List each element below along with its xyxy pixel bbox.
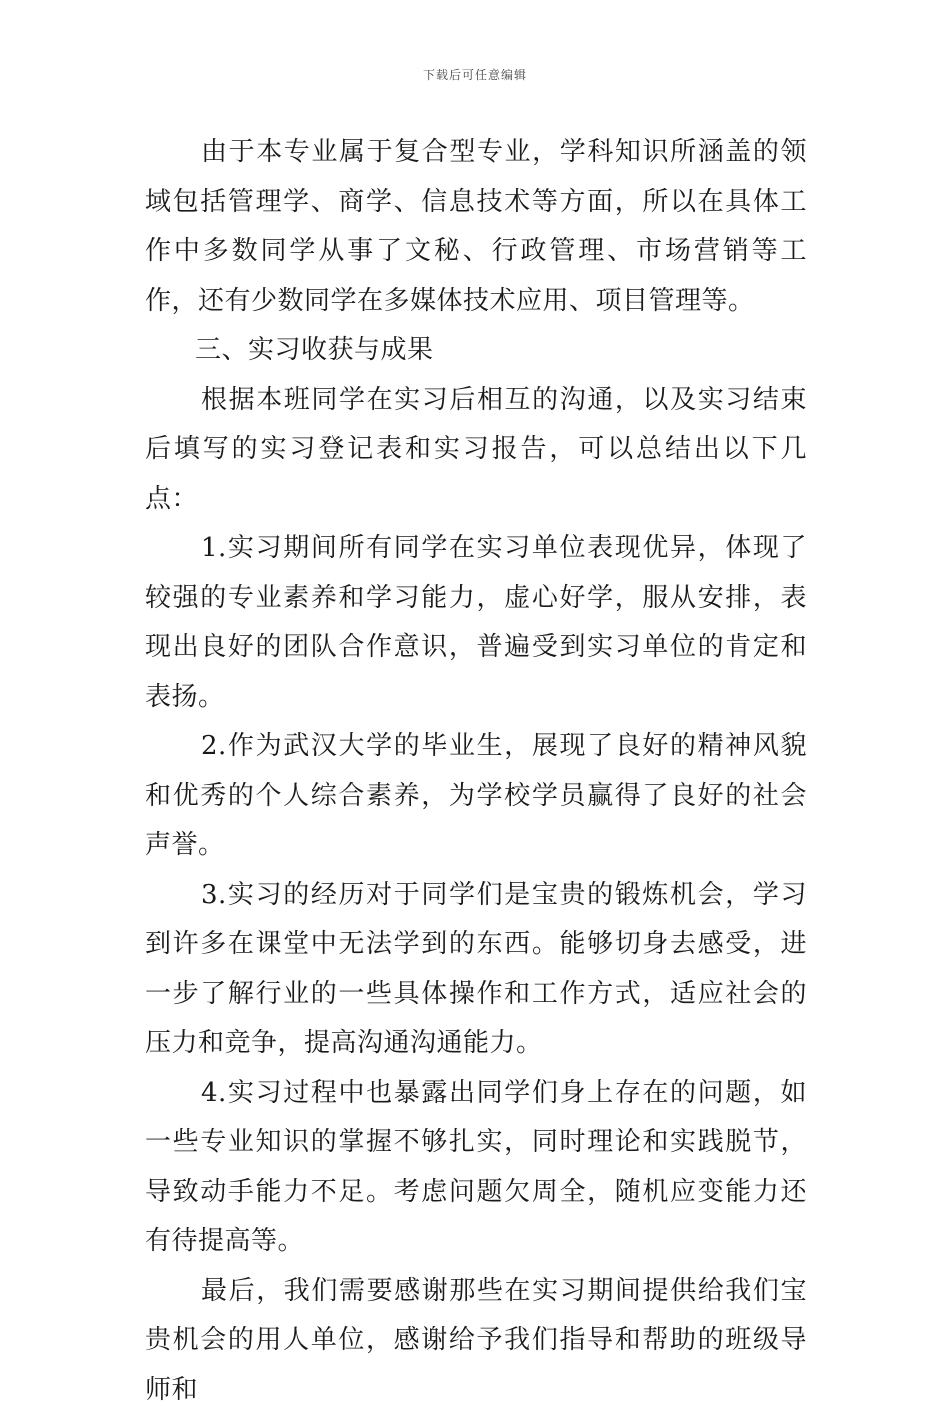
section-heading-internship-results: 三、实习收获与成果	[145, 326, 807, 376]
paragraph-point-2: 2.作为武汉大学的毕业生，展现了良好的精神风貌和优秀的个人综合素养，为学校学员赢得了良好的社会声誉。	[145, 722, 807, 871]
paragraph-point-1: 1.实习期间所有同学在实习单位表现优异，体现了较强的专业素养和学习能力，虚心好学，服从安排，表现出良好的团队合作意识，普遍受到实习单位的肯定和表扬。	[145, 524, 807, 722]
paragraph-point-4: 4.实习过程中也暴露出同学们身上存在的问题，如一些专业知识的掌握不够扎实，同时理论和实践脱节，导致动手能力不足。考虑问题欠周全，随机应变能力还有待提高等。	[145, 1069, 807, 1267]
document-body	[145, 128, 807, 1415]
paragraph-summary-intro: 根据本班同学在实习后相互的沟通，以及实习结束后填写的实习登记表和实习报告，可以总结出以下几点：	[145, 376, 807, 525]
paragraph-major-overview: 由于本专业属于复合型专业，学科知识所涵盖的领域包括管理学、商学、信息技术等方面，所以在具体工作中多数同学从事了文秘、行政管理、市场营销等工作，还有少数同学在多媒体技术应用、项目管理等。	[145, 128, 807, 326]
paragraph-point-3: 3.实习的经历对于同学们是宝贵的锻炼机会，学习到许多在课堂中无法学到的东西。能够切身去感受，进一步了解行业的一些具体操作和工作方式，适应社会的压力和竞争，提高沟通沟通能力。	[145, 871, 807, 1069]
page-header: 下载后可任意编辑	[0, 66, 950, 83]
paragraph-closing-thanks: 最后，我们需要感谢那些在实习期间提供给我们宝贵机会的用人单位，感谢给予我们指导和帮助的班级导师和	[145, 1267, 807, 1415]
